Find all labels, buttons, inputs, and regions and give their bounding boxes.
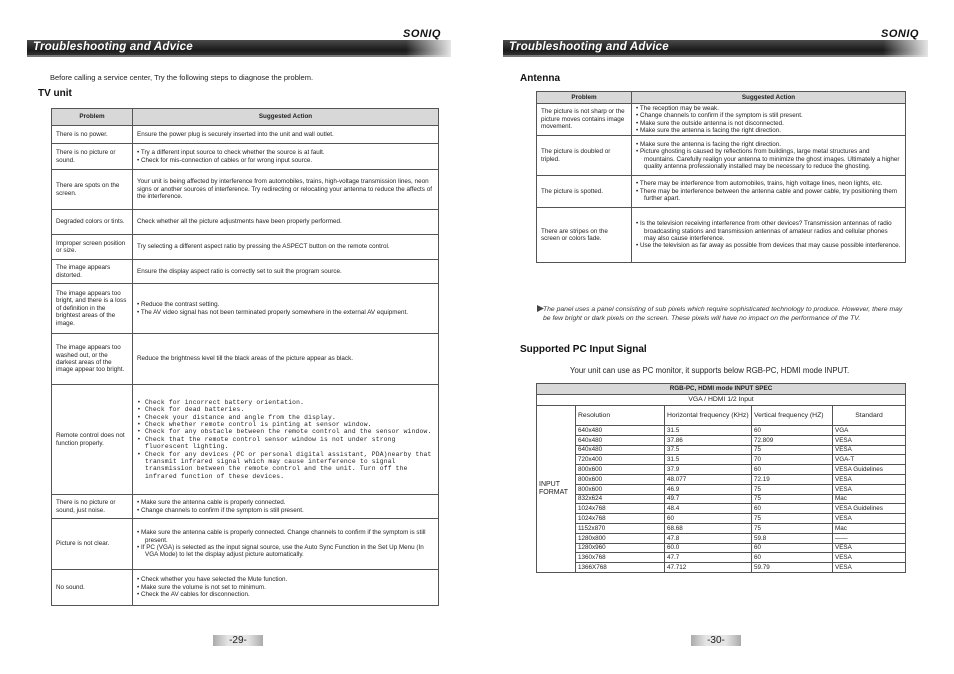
spec-vfreq: 70 (752, 455, 833, 465)
spec-hfreq: 68.68 (665, 523, 752, 533)
action-line: • Change channels to confirm if the symptom is still present. (636, 112, 803, 120)
action-cell (632, 176, 906, 208)
brand-logo: SONIQ (403, 28, 441, 40)
spec-row (537, 465, 906, 475)
column-header-problem: Problem (52, 109, 133, 126)
spec-hfreq: 48.4 (665, 504, 752, 514)
spec-row (537, 563, 906, 573)
spec-hfreq: 48.077 (665, 474, 752, 484)
problem-cell: There are stripes on the screen or colors fade. (537, 208, 632, 263)
action-line: • Check for mis-connection of cables or for wrong input source. (137, 156, 313, 164)
action-line: • Check for any obstacle between the remote control and the sensor window. (137, 428, 432, 436)
action-line: Reduce the brightness level till the black areas of the picture appear as black. (137, 355, 353, 363)
action-cell (133, 235, 439, 260)
spec-standard: VGA (833, 426, 906, 436)
action-line: • Check whether you have selected the Mute function. (137, 576, 288, 584)
table-row (52, 385, 439, 495)
spec-vfreq: 60 (752, 465, 833, 475)
problem-cell: The picture is not sharp or the picture moves contains image movement. (537, 104, 632, 136)
intro-text: Before calling a service center, Try the following steps to diagnose the problem. (50, 73, 314, 82)
spec-row (537, 435, 906, 445)
spec-title: RGB-PC, HDMI mode INPUT SPEC (537, 384, 906, 395)
spec-resolution: 800x600 (576, 484, 665, 494)
spec-vfreq: 59.8 (752, 533, 833, 543)
column-header-action: Suggested Action (133, 109, 439, 126)
problem-cell: The picture is doubled or tripled. (537, 136, 632, 176)
table-row (52, 144, 439, 170)
spec-resolution: 1280x960 (576, 543, 665, 553)
tv-unit-table (51, 108, 439, 606)
spec-hfreq: 47.8 (665, 533, 752, 543)
problem-cell: The picture is spotted. (537, 176, 632, 208)
action-line: • Make sure the antenna cable is properly connected. Change channels to confirm if the symptom is still present. (137, 529, 426, 544)
spec-standard: VGA-T (833, 455, 906, 465)
problem-cell: The image appears too washed out, or the darkest areas of the image appear too bright. (52, 334, 133, 385)
spec-vfreq: 60 (752, 553, 833, 563)
action-cell (133, 210, 439, 235)
action-line: • Check the AV cables for disconnection. (137, 591, 250, 599)
action-cell (133, 495, 439, 519)
action-cell (133, 144, 439, 170)
spec-row (537, 445, 906, 455)
column-header-action: Suggested Action (632, 92, 906, 104)
spec-vfreq: 72.19 (752, 474, 833, 484)
section-heading: TV unit (38, 88, 72, 99)
action-line: • Make sure the antenna is facing the right direction. (636, 140, 782, 148)
action-line: • If PC (VGA) is selected as the input signal source, use the Auto Sync Function in the Set Up Menu (In VGA Mode) to let the display adjust picture automatically. (137, 544, 424, 559)
spec-resolution: 1366X768 (576, 563, 665, 573)
action-cell (632, 208, 906, 263)
spec-standard: VESA Guidelines (833, 504, 906, 514)
spec-standard: VESA Guidelines (833, 465, 906, 475)
spec-row (537, 543, 906, 553)
pc-intro-text: Your unit can use as PC monitor, it supports below RGB-PC, HDMI mode INPUT. (570, 366, 850, 375)
action-line: Your unit is being affected by interference from automobiles, trains, high-voltage transmission lines, neon signs or another sources of interference. Try redirecting or relocating your antenna to reduce the affects of the interference. (137, 178, 432, 201)
spec-subtitle: VGA / HDMI 1/2 Input (537, 395, 906, 406)
problem-cell: No sound. (52, 570, 133, 606)
table-row (537, 104, 906, 136)
table-row (52, 495, 439, 519)
spec-hfreq: 60.0 (665, 543, 752, 553)
spec-vfreq: 75 (752, 514, 833, 524)
spec-standard: Mac (833, 494, 906, 504)
action-line: • Check that the remote control sensor window is not under strong fluorescent lighting. (137, 435, 396, 451)
spec-hfreq: 37.9 (665, 465, 752, 475)
spec-standard: VESA (833, 514, 906, 524)
table-row (537, 136, 906, 176)
right-page (477, 0, 954, 674)
spec-vfreq: 60 (752, 543, 833, 553)
spec-standard: VESA (833, 563, 906, 573)
action-line: • There may be interference from automobiles, trains, high voltage lines, neon lights, etc. (636, 180, 883, 188)
action-line: • Try a different input source to check whether the source is at fault. (137, 149, 325, 157)
action-cell (632, 104, 906, 136)
spec-standard: —— (833, 533, 906, 543)
spec-hfreq: 49.7 (665, 494, 752, 504)
spec-row (537, 504, 906, 514)
spec-hfreq: 31.5 (665, 455, 752, 465)
problem-cell: Picture is not clear. (52, 519, 133, 570)
action-cell (133, 385, 439, 495)
action-line: • Make sure the antenna cable is properly connected. (137, 499, 286, 507)
table-row (52, 210, 439, 235)
spec-row (537, 523, 906, 533)
spec-vfreq: 59.79 (752, 563, 833, 573)
spec-standard: VESA (833, 445, 906, 455)
spec-resolution: 640x480 (576, 435, 665, 445)
spec-vfreq: 72.809 (752, 435, 833, 445)
spec-col-vfreq: Vertical frequency (HZ) (752, 406, 833, 426)
action-line: Try selecting a different aspect ratio by pressing the ASPECT button on the remote control. (137, 243, 390, 251)
spec-resolution: 1152x870 (576, 523, 665, 533)
table-row (52, 570, 439, 606)
spec-resolution: 800x600 (576, 474, 665, 484)
panel-note: The panel uses a panel consisting of sub pixels which require sophisticated technology to produce. However, there may be few bright or dark pixels on the screen. These pixels will have no impact on the performance of the TV. (543, 306, 903, 323)
problem-cell: There is no picture or sound, just noise. (52, 495, 133, 519)
spec-vfreq: 75 (752, 484, 833, 494)
action-line: Ensure the display aspect ratio is correctly set to suit the program source. (137, 267, 342, 275)
table-row (52, 126, 439, 144)
spec-standard: VESA (833, 553, 906, 563)
spec-hfreq: 47.712 (665, 563, 752, 573)
spec-row (537, 426, 906, 436)
page-number: -30- (691, 635, 741, 646)
action-line: • There may be interference between the antenna cable and power cable, try positioning them further apart. (636, 187, 898, 203)
spec-vfreq: 60 (752, 504, 833, 514)
spec-standard: VESA (833, 484, 906, 494)
spec-row (537, 494, 906, 504)
spec-standard: VESA (833, 474, 906, 484)
action-cell (133, 334, 439, 385)
action-line: • Check for dead batteries. (137, 406, 245, 414)
table-row (537, 176, 906, 208)
pc-input-heading: Supported PC Input Signal (520, 344, 647, 355)
spec-vfreq: 60 (752, 426, 833, 436)
spec-resolution: 640x480 (576, 445, 665, 455)
problem-cell: Improper screen position or size. (52, 235, 133, 260)
table-row (52, 284, 439, 334)
action-line: Check whether all the picture adjustments have been properly performed. (137, 218, 342, 226)
action-line: • Checek your distance and angle from the display. (137, 413, 336, 421)
table-row (52, 334, 439, 385)
action-line: • Is the television receiving interference from other devices? Transmission antennas of radio broadcasting stations and transmission antennas of amateur radios and cellular phones may also cause interference. (636, 220, 892, 242)
antenna-heading: Antenna (520, 73, 560, 84)
spec-vfreq: 75 (752, 523, 833, 533)
action-cell (133, 170, 439, 210)
table-row (52, 235, 439, 260)
column-header-problem: Problem (537, 92, 632, 104)
spec-row (537, 455, 906, 465)
problem-cell: There are spots on the screen. (52, 170, 133, 210)
spec-hfreq: 47.7 (665, 553, 752, 563)
table-row (537, 208, 906, 263)
antenna-table (536, 91, 906, 263)
problem-cell: Degraded colors or tints. (52, 210, 133, 235)
spec-resolution: 800x600 (576, 465, 665, 475)
spec-row (537, 514, 906, 524)
problem-cell: There is no power. (52, 126, 133, 144)
spec-row (537, 474, 906, 484)
section-banner (27, 40, 451, 57)
action-cell (133, 126, 439, 144)
spec-hfreq: 37.5 (665, 445, 752, 455)
action-line: • Check for incorrect battery orientation. (137, 398, 305, 406)
brand-logo: SONIQ (881, 28, 919, 40)
spec-resolution: 1360x768 (576, 553, 665, 563)
table-row (52, 170, 439, 210)
action-line: • Check for any devices (PC or personal digital assistant, PDA)nearby that transmit infrared signal which may cause interference to signal transmission between the remote control and the unit. Turn off the infrared function of these devices. (137, 450, 432, 480)
spec-standard: Mac (833, 523, 906, 533)
action-cell (133, 260, 439, 284)
action-line: • Reduce the contrast setting. (137, 301, 220, 309)
spec-vfreq: 75 (752, 494, 833, 504)
spec-resolution: 832x624 (576, 494, 665, 504)
table-row (52, 519, 439, 570)
problem-cell: There is no picture or sound. (52, 144, 133, 170)
spec-resolution: 720x400 (576, 455, 665, 465)
problem-cell: Remote control does not function properly. (52, 385, 133, 495)
action-line: • Check whether remote control is pinting at sensor window. (137, 420, 372, 428)
action-line: • Picture ghosting is caused by reflections from buildings, large metal structures and mountains. Carefully realign your antenna to minimize the ghost images. Ultimately a higher quality antenna professionally installed may be necessary to reduce the ghosting. (636, 148, 900, 170)
action-line: • Make sure the volume is not set to minimum. (137, 583, 266, 591)
action-line: Ensure the power plug is securely inserted into the unit and wall outlet. (137, 130, 334, 138)
problem-cell: The image appears too bright, and there is a loss of definition in the brightest areas of the image. (52, 284, 133, 334)
spec-resolution: 1280x800 (576, 533, 665, 543)
action-cell (133, 519, 439, 570)
spec-vfreq: 75 (752, 445, 833, 455)
spec-hfreq: 37.86 (665, 435, 752, 445)
spec-resolution: 1024x768 (576, 504, 665, 514)
action-cell (133, 284, 439, 334)
spec-row (537, 533, 906, 543)
spec-row (537, 484, 906, 494)
action-cell (632, 136, 906, 176)
action-line: • Use the television as far away as possible from devices that may cause possible interference. (636, 242, 901, 250)
action-line: • The AV video signal has not been terminated properly somewhere in the external AV equipment. (137, 308, 409, 316)
spec-standard: VESA (833, 543, 906, 553)
spec-hfreq: 60 (665, 514, 752, 524)
action-line: • Change channels to confirm if the symptom is still present. (137, 506, 304, 514)
spec-col-standard: Standard (833, 406, 906, 426)
action-cell (133, 570, 439, 606)
spec-hfreq: 31.5 (665, 426, 752, 436)
action-line: • The reception may be weak. (636, 104, 719, 112)
table-row (52, 260, 439, 284)
spec-resolution: 640x480 (576, 426, 665, 436)
pc-spec-table (536, 383, 906, 573)
spec-col-resolution: Resolution (576, 406, 665, 426)
spec-resolution: 1024x768 (576, 514, 665, 524)
spec-standard: VESA (833, 435, 906, 445)
input-format-label: INPUT FORMAT (537, 406, 576, 573)
action-line: • Make sure the antenna is facing the right direction. (636, 126, 782, 134)
spec-row (537, 553, 906, 563)
action-line: • Make sure the outside antenna is not disconnected. (636, 119, 784, 127)
page-number: -29- (213, 635, 263, 646)
banner-title: Troubleshooting and Advice (509, 41, 669, 53)
section-banner (503, 40, 928, 57)
spec-hfreq: 46.9 (665, 484, 752, 494)
spec-col-hfreq: Horizontal frequency (KHz) (665, 406, 752, 426)
banner-title: Troubleshooting and Advice (33, 41, 193, 53)
problem-cell: The image appears distorted. (52, 260, 133, 284)
